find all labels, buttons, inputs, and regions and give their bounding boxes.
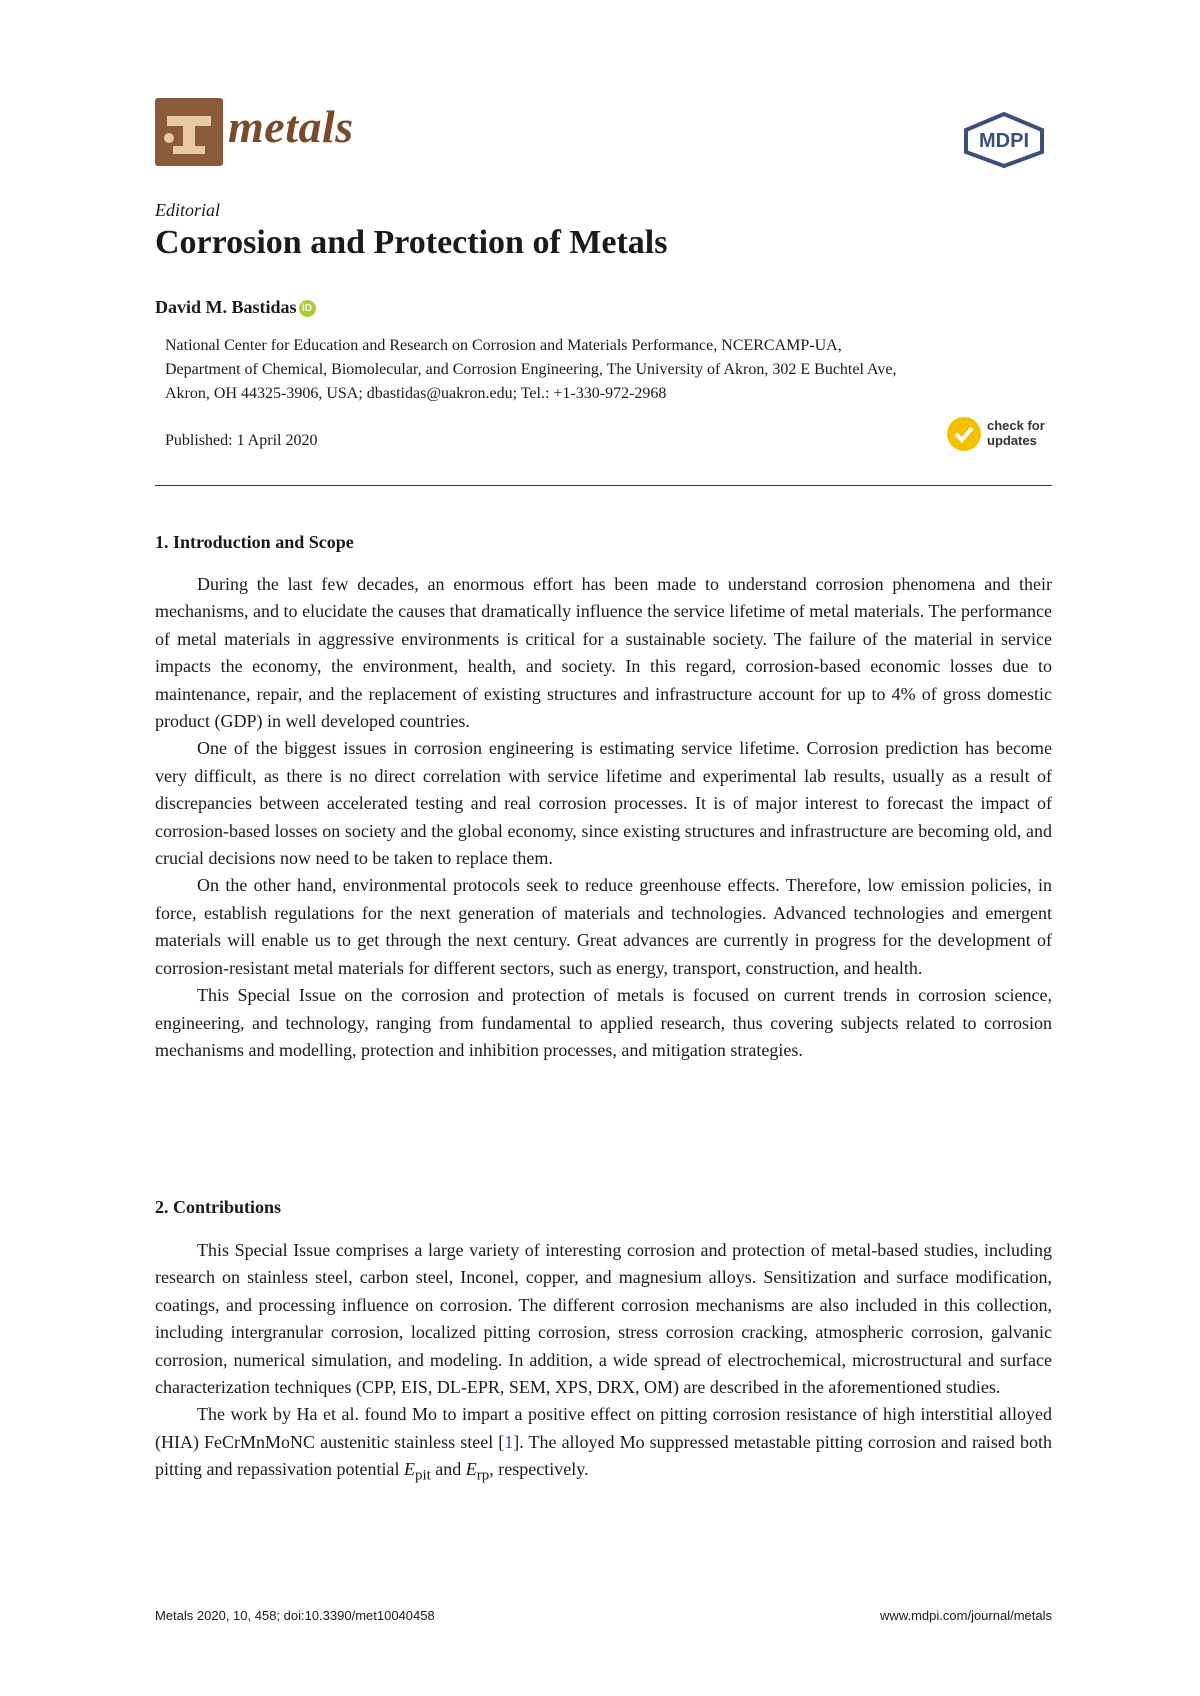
publisher-name: MDPI xyxy=(979,130,1029,152)
check-for-updates-badge[interactable] xyxy=(947,417,1057,457)
published-date: Published: 1 April 2020 xyxy=(165,432,318,449)
footer-journal-url[interactable]: www.mdpi.com/journal/metals xyxy=(880,1608,1052,1623)
article-title: Corrosion and Protection of Metals xyxy=(155,224,668,261)
paragraph: During the last few decades, an enormous effort has been made to understand corrosion phenomena and their mechanisms, and to elucidate the causes that dramatically influence the service lifetime of metal materials. The performance of metal materials in aggressive environments is critical for a sustainable society. The failure of the material in service impacts the economy, the environment, health, and society. In this regard, corrosion-based economic losses due to maintenance, repair, and the replacement of existing structures and infrastructure account for up to 4% of gross domestic product (GDP) in well developed countries. xyxy=(155,574,1052,732)
paragraph: One of the biggest issues in corrosion engineering is estimating service lifetime. Corrosion prediction has become very difficult, as there is no direct correlation with service lifetime and experimental lab results, usually as a result of discrepancies between accelerated testing and real corrosion processes. It is of major interest to forecast the impact of corrosion-based losses on society and the global economy, since existing structures and infrastructure are becoming old, and crucial decisions now need to be taken to replace them. xyxy=(155,738,1052,869)
section-title: 2. Contributions xyxy=(155,1197,282,1217)
checkmark-icon xyxy=(947,417,981,451)
orcid-icon[interactable]: iD xyxy=(299,300,316,317)
affiliation xyxy=(165,334,1065,406)
section-title: 1. Introduction and Scope xyxy=(155,532,354,552)
footer-citation: Metals 2020, 10, 458; doi:10.3390/met10040458 xyxy=(155,1608,435,1623)
affiliation-line: Akron, OH 44325-3906, USA; dbastidas@uakron.edu; Tel.: +1-330-972-2968 xyxy=(165,385,667,402)
section-body xyxy=(155,571,1052,1064)
citation-link[interactable]: 1 xyxy=(504,1431,514,1452)
paragraph: This Special Issue comprises a large variety of interesting corrosion and protection of metal-based studies, including research on stainless steel, carbon steel, Inconel, copper, and magnesium alloys. Sensitization and surface modification, coatings, and processing influence on corrosion. The different corrosion mechanisms are also included in this collection, including intergranular corrosion, localized pitting corrosion, stress corrosion cracking, atmospheric corrosion, galvanic corrosion, numerical simulation, and modeling. In addition, a wide spread of electrochemical, microstructural and surface characterization techniques (CPP, EIS, DL-EPR, SEM, XPS, DRX, OM) are described in the aforementioned studies. xyxy=(155,1240,1052,1398)
journal-logo-icon xyxy=(155,98,223,166)
header-divider xyxy=(155,485,1052,486)
section-body xyxy=(155,1237,1052,1490)
affiliation-line: Department of Chemical, Biomolecular, and Corrosion Engineering, The University of Akron, 302 E Buchtel Ave, xyxy=(165,361,897,378)
author-line xyxy=(155,297,316,318)
paragraph: The work by Ha et al. found Mo to impart a positive effect on pitting corrosion resistance of high interstitial alloyed (HIA) FeCrMnMoNC austenitic stainless steel [1]. The alloyed Mo suppressed metastable pitting corrosion and raised both pitting and repassivation potential $E_{pit}$ and $E_{rp}$, respectively. xyxy=(155,1404,1052,1484)
paragraph: On the other hand, environmental protocols seek to reduce greenhouse effects. Therefore, low emission policies, in force, establish regulations for the next generation of materials and technologies. Advanced technologies and emergent materials will enable us to get through the next century. Great advances are currently in progress for the development of corrosion-resistant metal materials for different sectors, such as energy, transport, construction, and health. xyxy=(155,875,1052,978)
journal-name: metals xyxy=(228,101,354,152)
article-type: Editorial xyxy=(155,200,221,220)
paragraph: This Special Issue on the corrosion and protection of metals is focused on current trends in corrosion science, engineering, and technology, ranging from fundamental to applied research, thus covering subjects related to corrosion mechanisms and modelling, protection and inhibition processes, and mitigation strategies. xyxy=(155,985,1052,1060)
updates-label: check for updates xyxy=(987,418,1045,448)
affiliation-line: National Center for Education and Research on Corrosion and Materials Performance, NCERCAMP-UA, xyxy=(165,337,842,354)
author-name[interactable]: David M. Bastidas xyxy=(155,297,297,317)
mdpi-logo-icon xyxy=(962,112,1046,168)
